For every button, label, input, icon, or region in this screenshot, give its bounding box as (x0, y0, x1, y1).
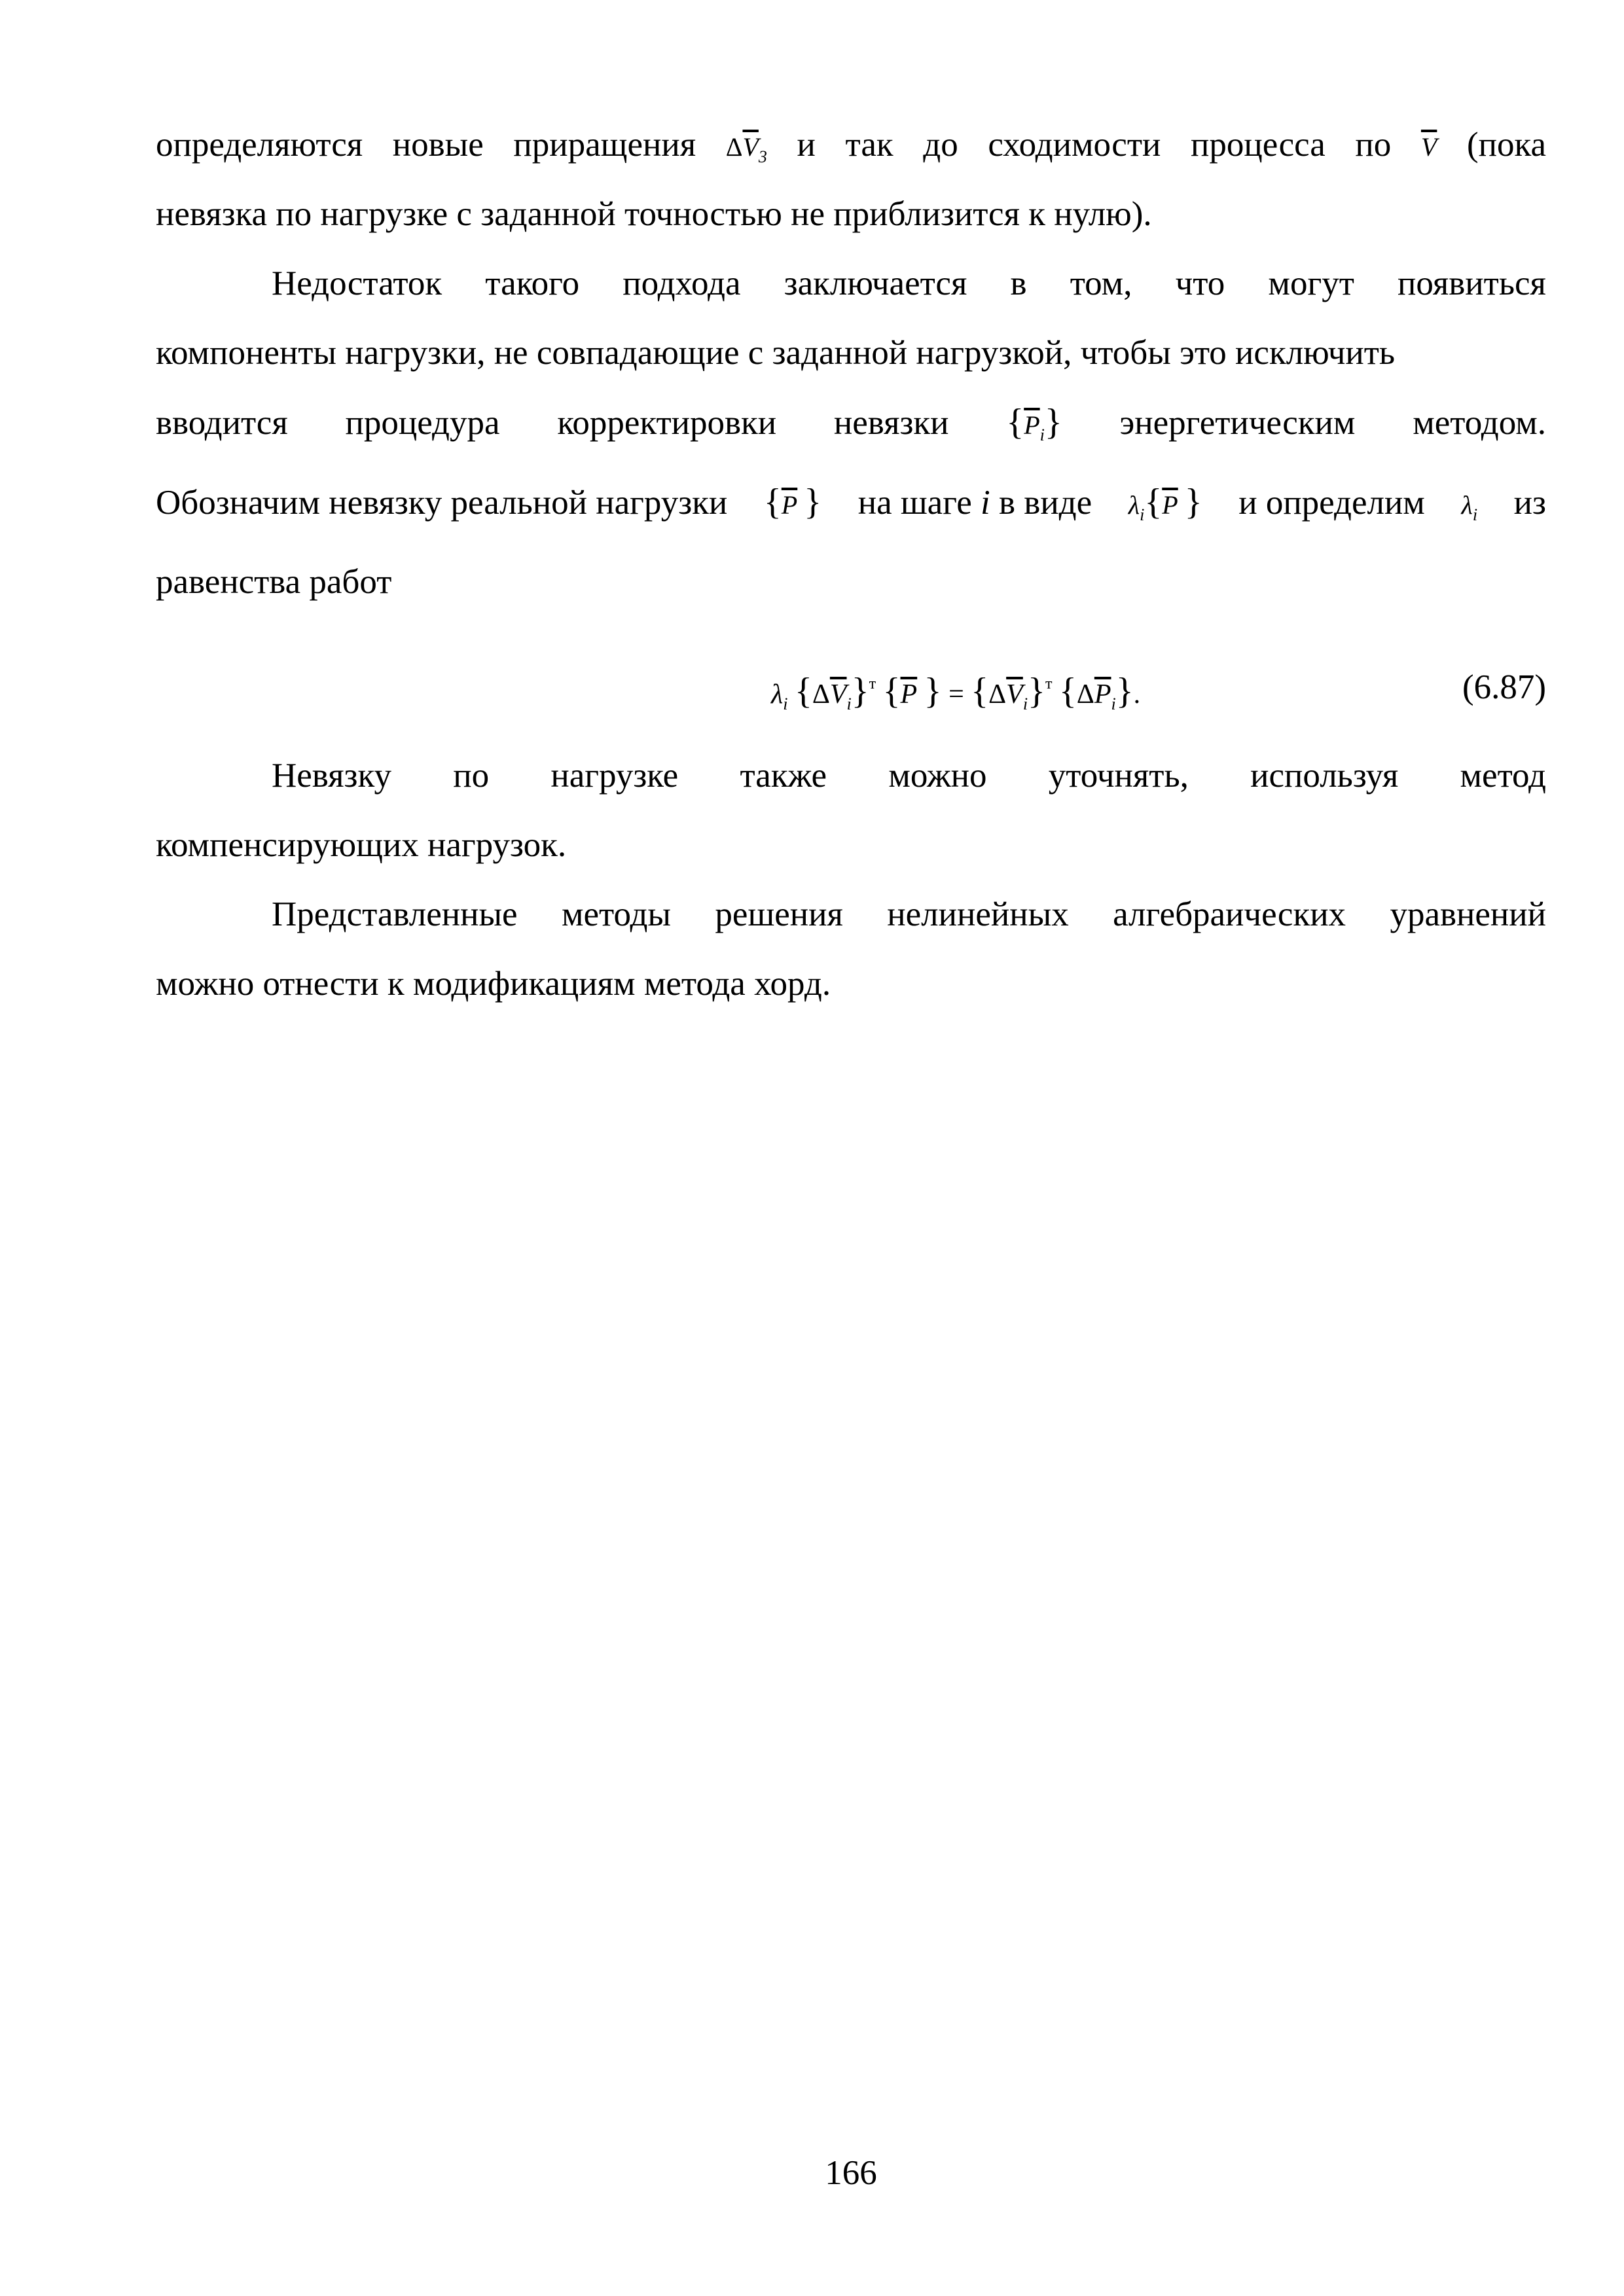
word: корректировки (557, 404, 777, 442)
vector-p: $\overline{P}$ (781, 490, 798, 520)
subscript: i (1472, 505, 1478, 524)
brace-close: } (851, 671, 869, 711)
vector-v: $\overline{V}$ (1006, 679, 1023, 709)
word: до (923, 126, 958, 164)
word: определяются (156, 126, 363, 164)
word: невязки (833, 404, 949, 442)
paragraph-1-line-1 (156, 110, 1546, 179)
word: вводится (156, 404, 288, 442)
word: метод (1460, 757, 1546, 795)
word: алгебраических (1113, 895, 1346, 933)
subscript: i (1022, 694, 1028, 713)
vector-p: $\overline{P}$ (900, 679, 918, 709)
lambda: λ (771, 679, 784, 709)
delta-symbol: Δ (988, 679, 1007, 709)
brace-close: } (804, 482, 822, 522)
brace-open: { (882, 671, 901, 711)
paragraph-2-line-2 (156, 318, 1546, 387)
period: . (1133, 679, 1141, 709)
paragraph-4-line-2: можно отнести к модификациям метода хорд. (156, 965, 831, 1003)
page-number: 166 (825, 2154, 877, 2192)
paragraph-1 (156, 110, 1546, 249)
formula-6-87 (156, 657, 1546, 726)
vector-v: $\overline{V}$ (829, 679, 847, 709)
brace-open: { (1006, 402, 1024, 442)
word: можно (888, 757, 987, 795)
word: Представленные (272, 895, 518, 933)
text: в виде (999, 484, 1092, 522)
paragraph-2-line-1 (156, 249, 1546, 318)
text: и определим (1238, 484, 1425, 522)
math-lambda-i (1461, 471, 1477, 550)
vector-p: $\overline{P}$ (1162, 490, 1178, 520)
word: по (1355, 126, 1392, 164)
paragraph-1-line-2: невязка по нагрузке с заданной точностью не приблизится к нулю). (156, 195, 1152, 233)
word: сходимости (988, 126, 1161, 164)
equals-sign: = (948, 679, 964, 709)
brace-close: } (1115, 671, 1134, 711)
subscript: i (1140, 505, 1145, 524)
word: методы (561, 895, 672, 933)
brace-open: { (1144, 482, 1163, 522)
vector-p: $\overline{P}$ (1024, 410, 1040, 440)
word: могут (1268, 264, 1354, 302)
vector-p: $\overline{P}$ (1094, 679, 1111, 709)
brace-open: { (794, 671, 812, 711)
paragraph-2-line-3 (156, 387, 1546, 467)
word: используя (1250, 757, 1399, 795)
paragraph-2-line-4 (156, 467, 1546, 547)
text: на шаге (857, 484, 972, 522)
paragraph-3-line-1 (156, 741, 1546, 810)
paragraph-2 (156, 249, 1546, 617)
page (156, 0, 1546, 2296)
subscript: i (846, 694, 852, 713)
formula-number: (6.87) (1462, 668, 1546, 706)
paragraph-4 (156, 880, 1546, 1018)
word: что (1175, 264, 1225, 302)
word: заключается (784, 264, 967, 302)
word: так (845, 126, 893, 164)
word: том, (1070, 264, 1132, 302)
word: Недостаток (272, 264, 442, 302)
delta-symbol: Δ (725, 132, 743, 162)
word: (пока (1466, 126, 1546, 164)
word: уточнять, (1048, 757, 1189, 795)
math-lambda-p (1128, 467, 1202, 550)
math-delta-v3 (726, 113, 767, 192)
brace-open: { (1058, 671, 1077, 711)
word: по (453, 757, 490, 795)
math-vector-pi (1006, 387, 1062, 470)
lambda: λ (1128, 490, 1140, 520)
transpose: т (1045, 675, 1053, 692)
brace-close: } (1028, 671, 1045, 711)
word: решения (715, 895, 843, 933)
paragraph-2-line-5: равенства работ (156, 563, 392, 601)
lambda: λ (1461, 490, 1473, 520)
brace-close: } (924, 671, 942, 711)
word: в (1010, 264, 1027, 302)
vector-v: $\overline{V}$ (742, 132, 759, 162)
word: методом. (1413, 404, 1546, 442)
text-on-step (858, 468, 1092, 537)
subscript: i (783, 694, 788, 713)
line-text: компоненты нагрузки, не совпадающие с заданной нагрузкой, чтобы это исключить (156, 334, 1396, 372)
word: новые (392, 126, 484, 164)
word: Невязку (272, 757, 391, 795)
word: нагрузке (550, 757, 679, 795)
word: из (1513, 484, 1546, 522)
brace-open: { (763, 482, 782, 522)
word: уравнений (1390, 895, 1546, 933)
brace-open: { (971, 671, 989, 711)
math-vector-p (764, 467, 821, 540)
subscript: i (1111, 694, 1116, 713)
subscript: 3 (758, 147, 767, 166)
word: и (797, 126, 816, 164)
italic-i: i (981, 484, 990, 522)
word: также (740, 757, 827, 795)
word: подхода (623, 264, 741, 302)
word: такого (485, 264, 580, 302)
word: нелинейных (887, 895, 1069, 933)
brace-close: } (1044, 402, 1062, 442)
word: процесса (1191, 126, 1326, 164)
word: процедура (345, 404, 500, 442)
word: приращения (513, 126, 696, 164)
brace-close: } (1184, 482, 1202, 522)
word: энергетическим (1119, 404, 1356, 442)
subscript: i (1039, 425, 1045, 444)
paragraph-3-line-2: компенсирующих нагрузок. (156, 826, 567, 864)
formula-body (771, 670, 1140, 714)
math-vector-v: $\overline{V}$ (1420, 132, 1437, 162)
word: появиться (1398, 264, 1546, 302)
text: Обозначим невязку реальной нагрузки (156, 484, 728, 522)
transpose: т (869, 675, 876, 692)
delta-symbol: Δ (1076, 679, 1094, 709)
paragraph-4-line-1 (156, 880, 1546, 949)
delta-symbol: Δ (812, 679, 830, 709)
paragraph-3 (156, 741, 1546, 880)
